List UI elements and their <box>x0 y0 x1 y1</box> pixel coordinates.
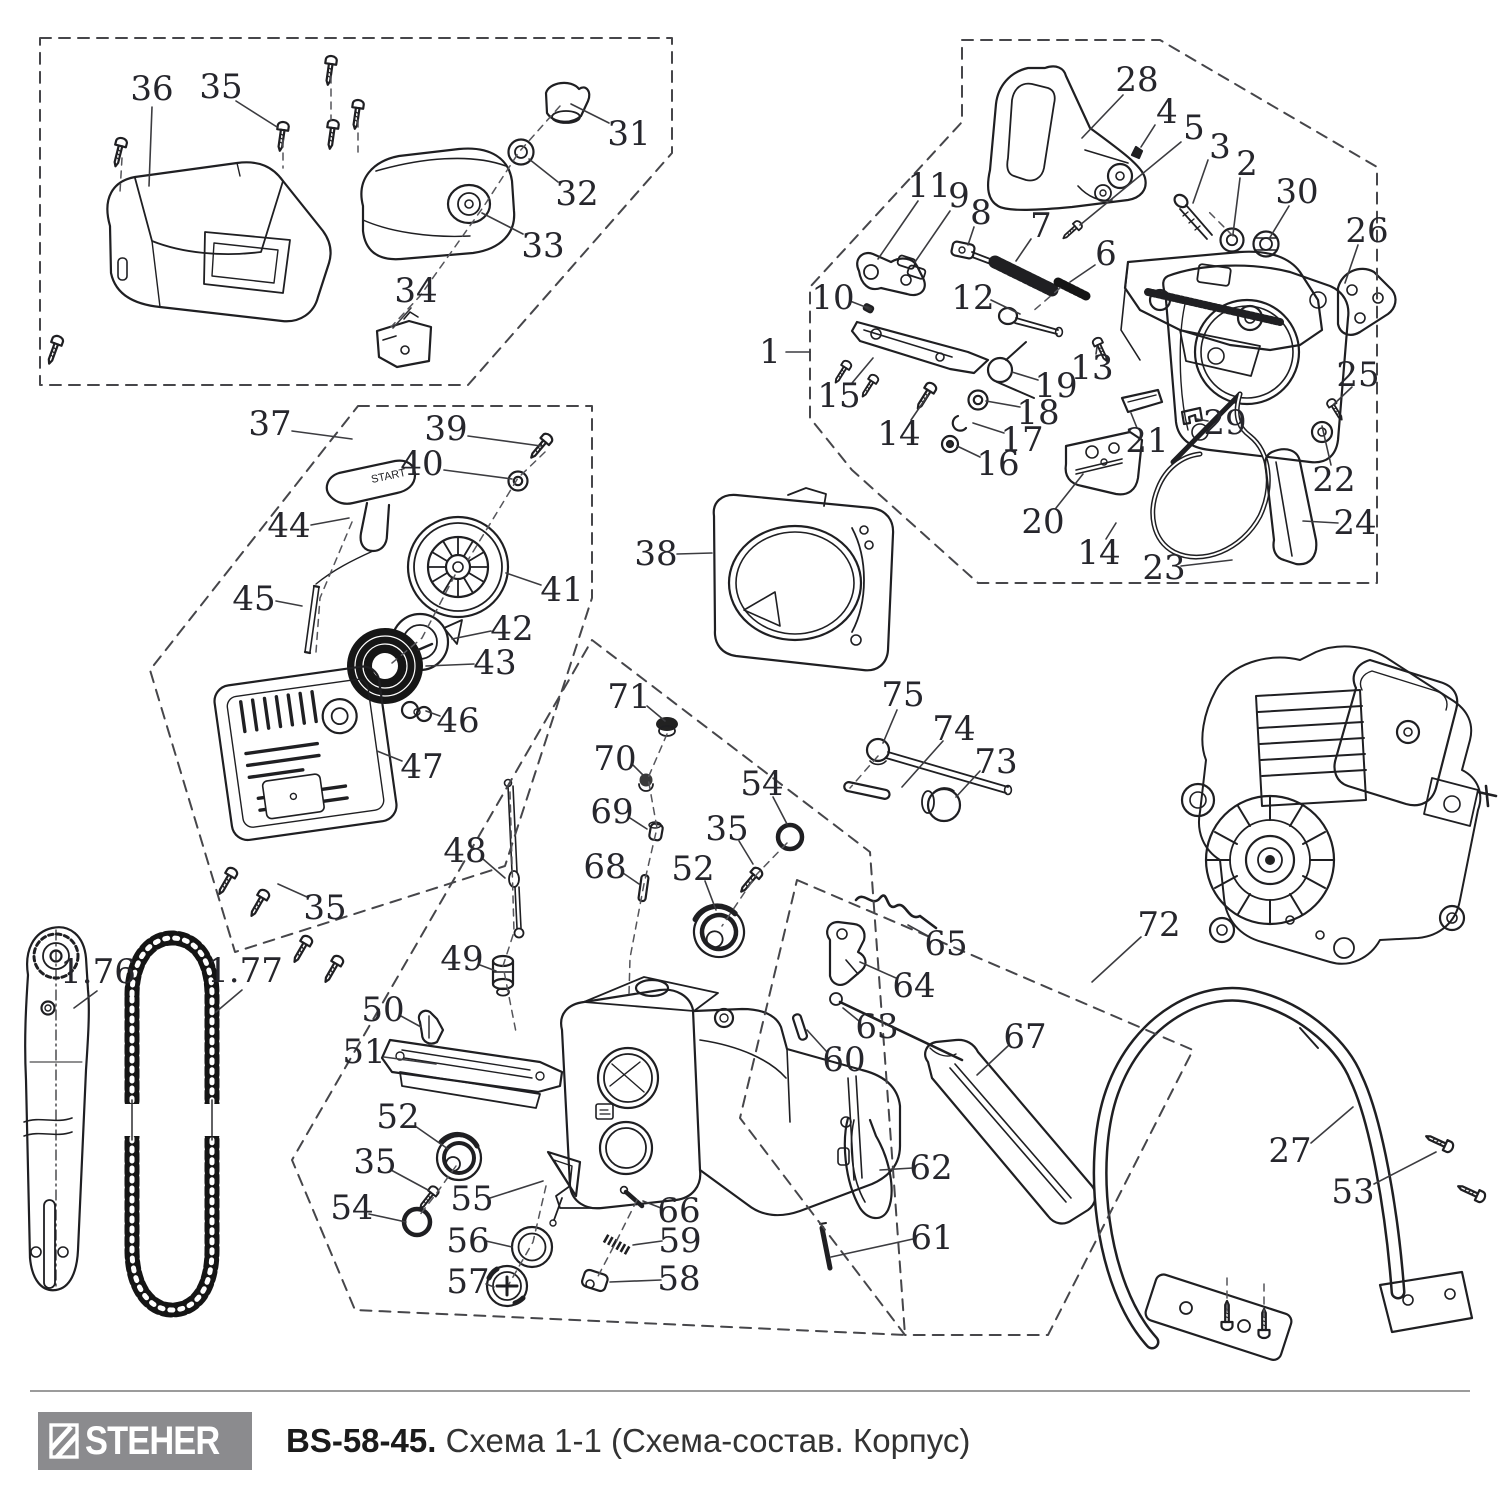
part-number-43: 43 <box>473 643 517 683</box>
part-number-4: 4 <box>1156 92 1178 132</box>
assembly-axis <box>120 158 122 192</box>
part-number-22: 22 <box>1312 460 1356 500</box>
flywheel <box>1206 796 1334 924</box>
part-number-38: 38 <box>634 534 678 574</box>
throttle-trigger-64 <box>827 922 865 985</box>
screw-5 <box>1060 220 1083 242</box>
part-number-73: 73 <box>974 742 1018 782</box>
front-handlebar <box>1100 994 1487 1362</box>
part-number-35: 35 <box>353 1142 397 1182</box>
part-number-70: 70 <box>593 739 637 779</box>
part-number-7: 7 <box>1030 206 1052 246</box>
rope-pulley-41 <box>408 517 508 617</box>
part-number-61: 61 <box>910 1218 954 1258</box>
part-number-5: 5 <box>1183 108 1205 148</box>
callout-leader-9 <box>915 211 950 262</box>
cover-strip-24 <box>1265 449 1316 564</box>
washer-18 <box>969 391 988 410</box>
air-filter-box <box>1335 660 1458 805</box>
o-ring-54a <box>404 1209 430 1235</box>
part-number-24: 24 <box>1333 503 1377 543</box>
part-number-41: 41 <box>540 570 584 610</box>
part-number-34: 34 <box>394 271 438 311</box>
callout-leader-32 <box>529 159 558 182</box>
start-handle-text: START <box>370 466 407 486</box>
part-number-1.77: 1.77 <box>207 951 283 991</box>
callout-leader-1.77 <box>216 990 242 1012</box>
part-number-60: 60 <box>822 1040 866 1080</box>
air-filter-cover-33 <box>361 149 514 260</box>
screw-35 <box>110 137 128 168</box>
screw-35 <box>324 119 339 149</box>
part-number-32: 32 <box>555 174 599 214</box>
part-number-15: 15 <box>817 376 861 416</box>
pin-60 <box>792 1013 808 1040</box>
callout-leader-41 <box>506 573 541 585</box>
callout-leader-43 <box>426 664 474 666</box>
callout-leader-11 <box>878 201 918 259</box>
part-number-28: 28 <box>1115 60 1159 100</box>
washer-32 <box>509 140 534 165</box>
part-number-69: 69 <box>590 792 634 832</box>
part-number-9: 9 <box>948 176 970 216</box>
screw-4 <box>1132 147 1142 158</box>
part-number-10: 10 <box>811 278 855 318</box>
part-number-65: 65 <box>924 924 968 964</box>
part-number-12: 12 <box>951 278 995 318</box>
part-number-11: 11 <box>907 166 951 206</box>
callout-leader-34 <box>393 308 411 328</box>
part-number-44: 44 <box>267 506 311 546</box>
part-number-25: 25 <box>1336 355 1380 395</box>
part-number-57: 57 <box>446 1262 490 1302</box>
callout-leader-39 <box>468 436 541 446</box>
top-cover-36 <box>107 162 330 321</box>
part-number-35: 35 <box>705 809 749 849</box>
screw-35 <box>349 99 364 129</box>
callout-leader-7 <box>1016 239 1031 261</box>
part-number-23: 23 <box>1142 548 1186 588</box>
part-number-54: 54 <box>740 764 784 804</box>
nut-70 <box>639 774 653 792</box>
part-number-52: 52 <box>376 1097 420 1137</box>
choke-knob-31 <box>546 83 589 123</box>
screw-35 <box>737 866 764 895</box>
part-number-46: 46 <box>436 701 480 741</box>
callout-leader-1.76 <box>74 991 97 1008</box>
callout-leader-38 <box>677 553 712 554</box>
bolt-3 <box>1172 192 1212 239</box>
screw-53 <box>1456 1181 1487 1203</box>
part-number-54: 54 <box>330 1188 374 1228</box>
grommet-52a <box>437 1134 481 1180</box>
part-number-31: 31 <box>607 114 651 154</box>
part-number-55: 55 <box>450 1179 494 1219</box>
bushing-58 <box>581 1269 609 1293</box>
screw-35 <box>247 888 271 919</box>
part-number-1.76: 1.76 <box>60 952 136 992</box>
engine-assembly <box>1182 646 1496 963</box>
part-number-53: 53 <box>1331 1172 1375 1212</box>
part-number-67: 67 <box>1003 1017 1047 1057</box>
callout-leader-3 <box>1193 160 1208 203</box>
callout-leader-33 <box>482 213 523 234</box>
callout-leader-18 <box>986 401 1020 407</box>
torsion-spring-19 <box>988 342 1034 398</box>
part-number-47: 47 <box>400 747 444 787</box>
screw-35 <box>215 866 239 897</box>
screw-35 <box>44 334 64 365</box>
part-number-14: 14 <box>1077 533 1121 573</box>
part-number-18: 18 <box>1016 393 1060 433</box>
primer-bulb-73 <box>922 788 960 821</box>
saw-chain <box>122 938 224 1310</box>
callout-leader-54 <box>369 1214 406 1222</box>
screw-35 <box>321 954 345 985</box>
part-number-6: 6 <box>1095 234 1117 274</box>
part-number-16: 16 <box>976 444 1020 484</box>
callout-leader-27 <box>1311 1107 1353 1143</box>
callout-leader-61 <box>831 1239 913 1257</box>
callout-leader-55 <box>490 1181 543 1198</box>
part-number-13: 13 <box>1070 348 1114 388</box>
carburetor <box>1424 778 1496 826</box>
callout-leader-37 <box>292 431 352 439</box>
dashed-group-boundaries <box>40 38 1380 1335</box>
steher-logo-icon <box>49 1423 79 1459</box>
ring-56 <box>512 1227 552 1267</box>
handlebar-mount-plate <box>1144 1272 1294 1362</box>
callout-leader-62 <box>880 1168 913 1170</box>
callout-leader-56 <box>486 1241 512 1247</box>
screw-35 <box>290 934 314 965</box>
fuel-filter-49 <box>493 956 513 996</box>
top-cover-group <box>44 55 589 367</box>
footer-scheme-title: Схема 1-1 (Схема-состав. Корпус) <box>445 1422 971 1459</box>
callout-leader-17 <box>973 423 1004 433</box>
part-number-59: 59 <box>658 1221 702 1261</box>
grommet-52b <box>688 901 749 963</box>
o-ring-54b <box>778 825 802 849</box>
part-number-62: 62 <box>909 1148 953 1188</box>
part-number-33: 33 <box>521 226 565 266</box>
clip-50 <box>419 1011 443 1044</box>
part-number-36: 36 <box>130 69 174 109</box>
part-number-50: 50 <box>361 990 405 1030</box>
part-number-45: 45 <box>232 579 276 619</box>
assembly-axis <box>468 452 545 560</box>
part-number-72: 72 <box>1137 905 1181 945</box>
clip-17 <box>953 416 966 431</box>
part-number-75: 75 <box>881 675 925 715</box>
region-group-chain-brake <box>810 40 1380 583</box>
part-number-26: 26 <box>1345 211 1389 251</box>
callout-leader-45 <box>276 601 302 606</box>
callout-leader-5 <box>1080 142 1181 225</box>
part-number-14: 14 <box>877 414 921 454</box>
callout-leader-44 <box>311 518 349 525</box>
callout-leader-23 <box>1181 560 1232 566</box>
part-number-39: 39 <box>424 409 468 449</box>
part-number-64: 64 <box>892 966 936 1006</box>
part-number-27: 27 <box>1268 1131 1312 1171</box>
part-number-35: 35 <box>303 888 347 928</box>
part-number-19: 19 <box>1034 366 1078 406</box>
part-number-71: 71 <box>607 677 651 717</box>
starter-rope-45 <box>305 586 319 653</box>
spring-6 <box>1058 282 1086 296</box>
trigger-guard-62 <box>838 1117 892 1218</box>
part-number-66: 66 <box>657 1191 701 1231</box>
nut-2 <box>1221 229 1244 252</box>
part-number-48: 48 <box>443 831 487 871</box>
washer-16 <box>942 436 958 452</box>
fuel-hose-74 <box>843 781 890 799</box>
footer-divider <box>30 1390 1470 1392</box>
callout-leader-42 <box>452 631 491 639</box>
footer-brand-text: STEHER <box>84 1418 220 1463</box>
part-number-68: 68 <box>583 847 627 887</box>
part-number-49: 49 <box>440 939 484 979</box>
part-number-3: 3 <box>1209 127 1231 167</box>
part-number-51: 51 <box>342 1032 386 1072</box>
screw-15b <box>859 373 880 399</box>
part-number-17: 17 <box>1000 420 1044 460</box>
screw-14 <box>913 381 938 411</box>
footer-model: BS-58-45. <box>286 1422 437 1459</box>
part-number-52: 52 <box>671 849 715 889</box>
clutch-cover-22 <box>1163 266 1348 463</box>
switch-bracket-34 <box>377 312 431 367</box>
assembly-axis <box>596 1200 637 1280</box>
pin-66 <box>621 1187 642 1206</box>
part-number-74: 74 <box>932 709 976 749</box>
callout-leader-28 <box>1082 95 1123 138</box>
starter-group <box>212 432 554 985</box>
chain-brake-group <box>832 66 1396 564</box>
part-number-21: 21 <box>1125 421 1169 461</box>
handle-cover-67 <box>925 1040 1095 1224</box>
part-number-37: 37 <box>248 404 292 444</box>
part-number-30: 30 <box>1275 172 1319 212</box>
side-plate-38 <box>714 488 893 670</box>
cap-nut-71 <box>656 717 678 736</box>
assembly-axes <box>120 76 1264 1322</box>
part-number-2: 2 <box>1236 144 1258 184</box>
part-number-58: 58 <box>657 1259 701 1299</box>
callout-leader-72 <box>1092 937 1141 982</box>
handlebar-tube-27 <box>1100 994 1398 1342</box>
callout-leader-51 <box>384 1057 436 1064</box>
callout-leader-58 <box>610 1280 661 1282</box>
guide-plate-15 <box>852 322 988 373</box>
screw-35 <box>322 55 337 85</box>
bracket-55 <box>548 1152 580 1226</box>
tension-bolt-12 <box>999 308 1062 336</box>
part-number-40: 40 <box>400 444 444 484</box>
part-number-35: 35 <box>199 67 243 107</box>
assembly-axis <box>1207 210 1233 236</box>
screw-25 <box>1326 398 1346 422</box>
steher-logo <box>38 1412 252 1470</box>
part-number-42: 42 <box>490 609 534 649</box>
callout-leader-4 <box>1141 125 1155 147</box>
part-number-20: 20 <box>1021 502 1065 542</box>
callout-leader-6 <box>1070 265 1095 282</box>
footer <box>0 1390 1500 1500</box>
spring-7 <box>995 262 1052 290</box>
washer-40 <box>509 472 528 491</box>
footer-caption <box>286 1422 970 1460</box>
callout-leader-2 <box>1233 178 1240 234</box>
wedge-21 <box>1122 390 1162 412</box>
part-number-56: 56 <box>446 1221 490 1261</box>
assembly-axis <box>316 522 352 652</box>
screw-53 <box>1424 1131 1455 1153</box>
callout-leader-12 <box>991 300 1020 314</box>
part-number-29: 29 <box>1203 403 1247 443</box>
part-number-8: 8 <box>970 193 992 233</box>
part-number-63: 63 <box>855 1007 899 1047</box>
callout-leader-40 <box>444 470 512 479</box>
part-number-1: 1 <box>759 332 781 372</box>
